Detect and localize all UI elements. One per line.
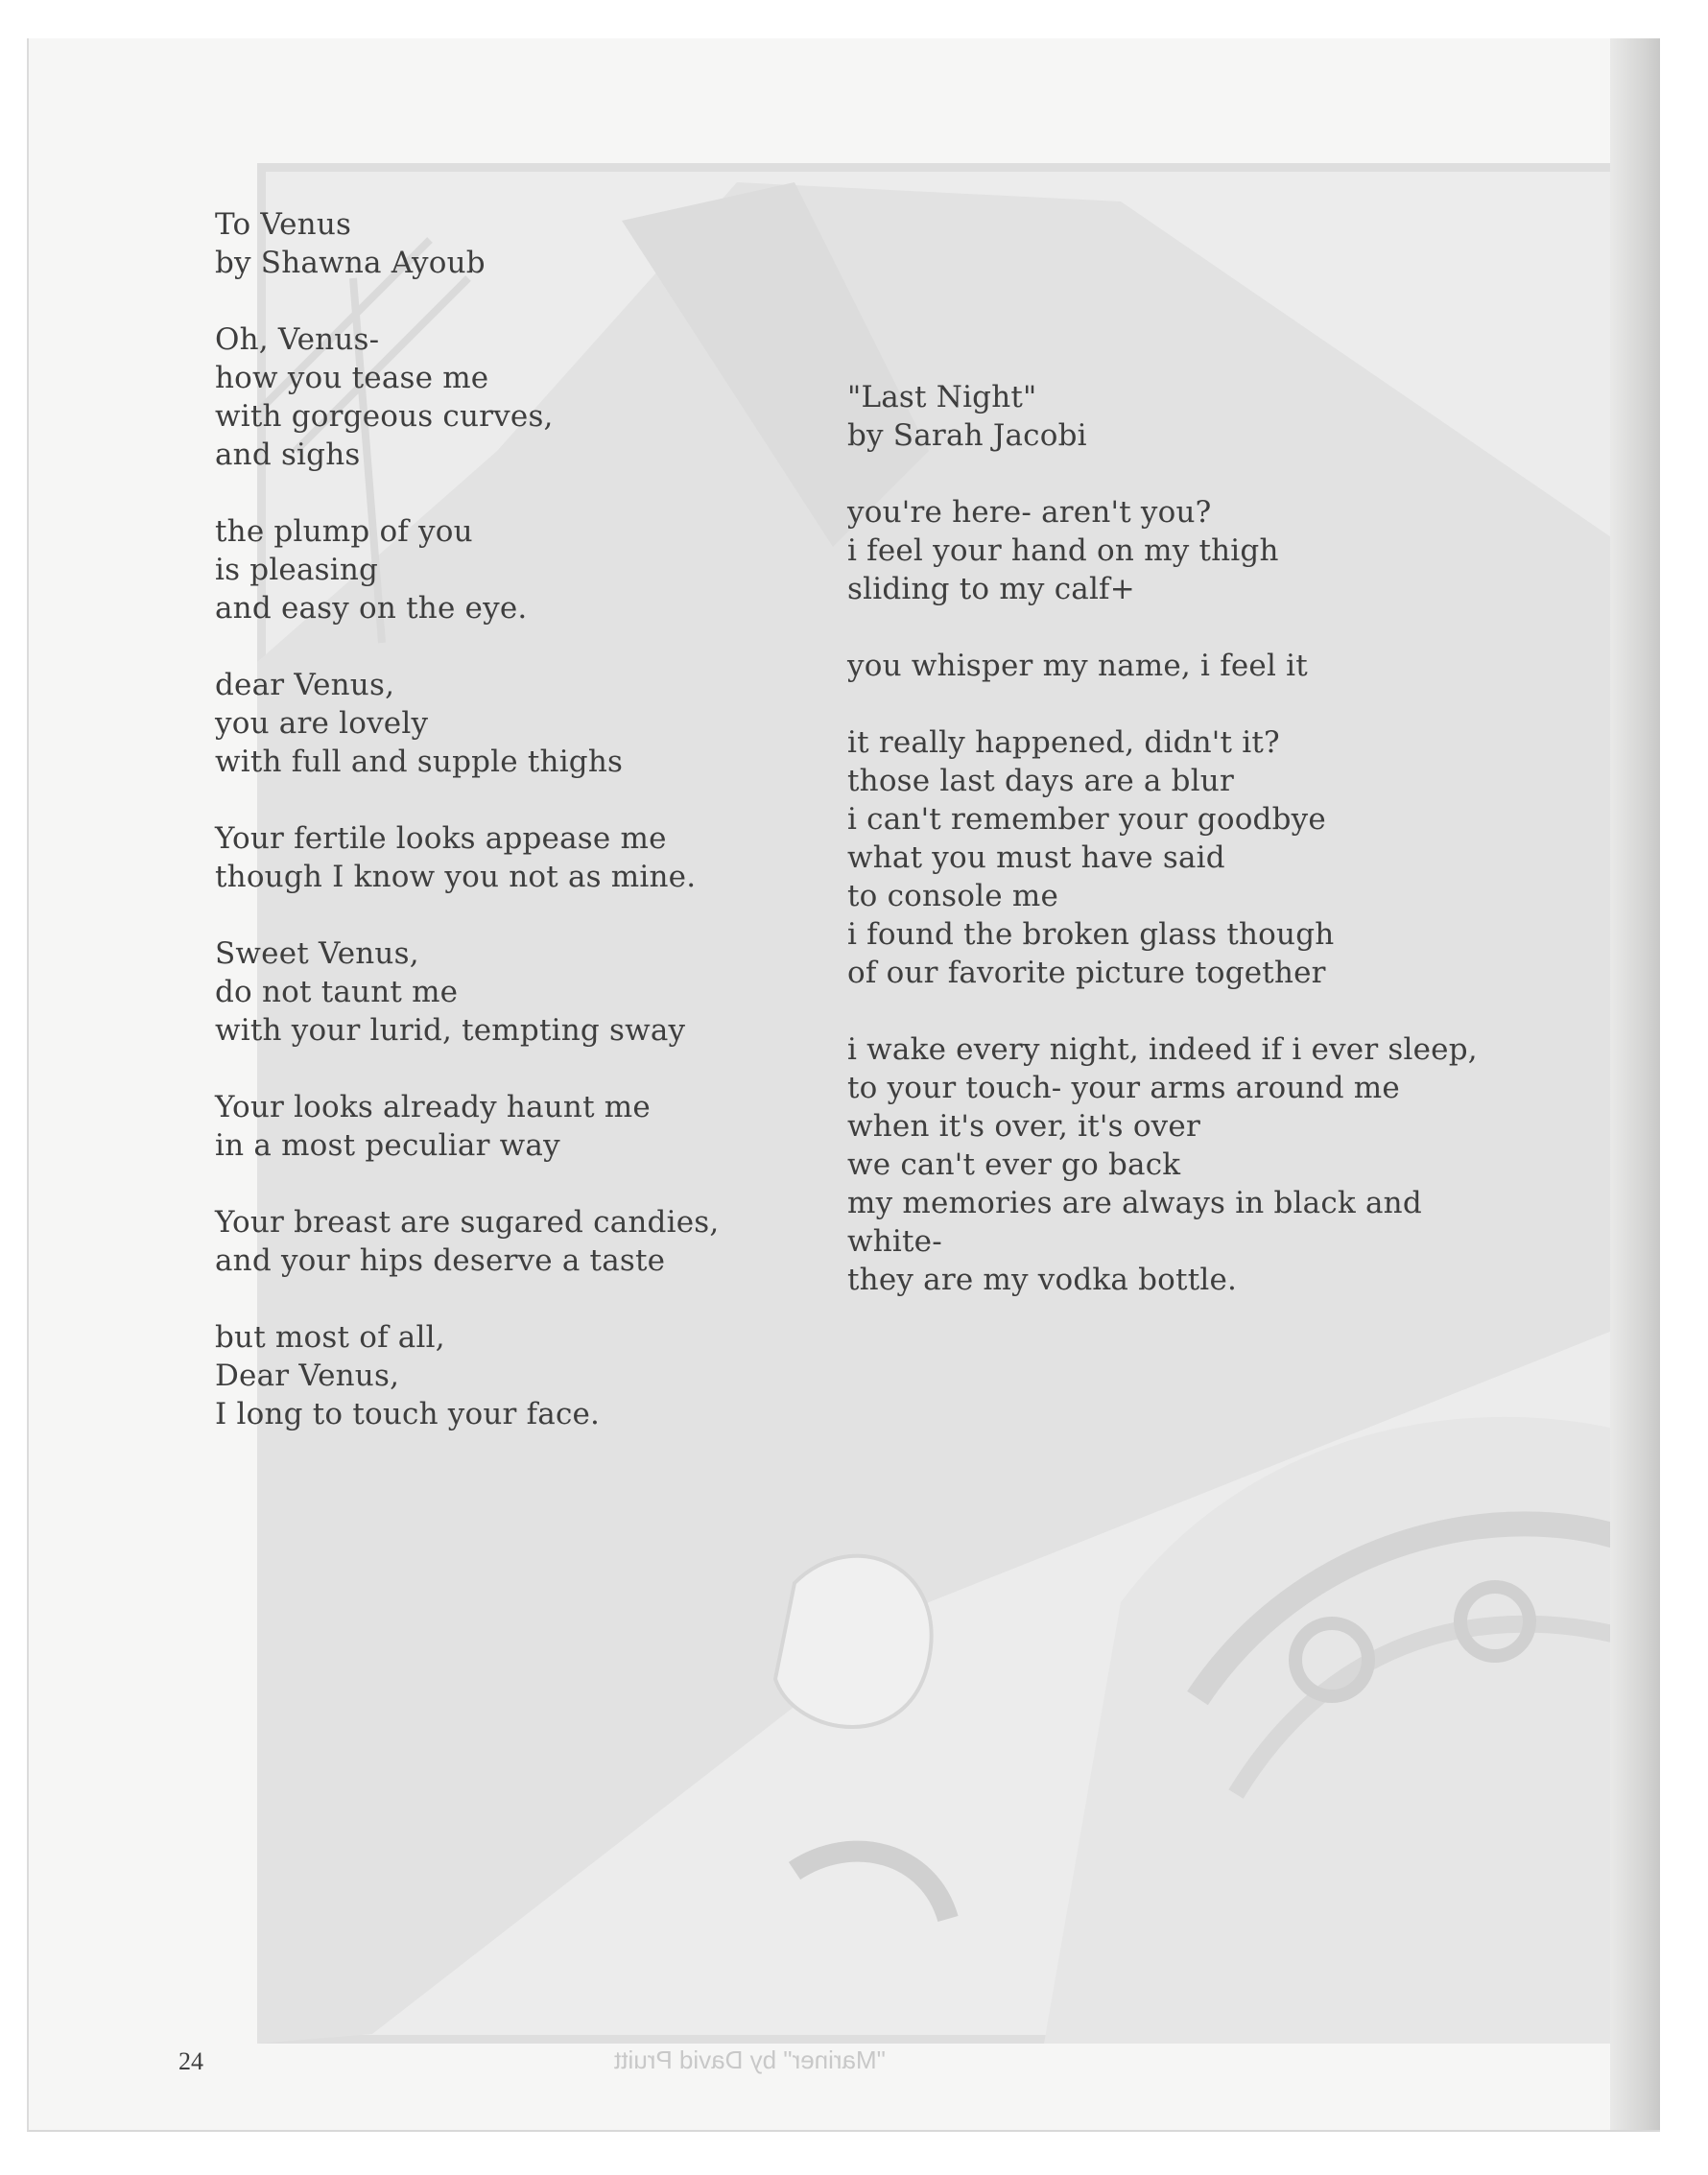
poem-line: what you must have said (847, 840, 1225, 875)
poem-line: and easy on the eye. (215, 591, 528, 626)
poem-line: those last days are a blur (847, 764, 1234, 798)
poem-line: i can't remember your goodbye (847, 802, 1326, 837)
poem-line: how you tease me (215, 361, 489, 395)
poem-line: when it's over, it's over (847, 1109, 1200, 1144)
poem-line: Your breast are sugared candies, (215, 1205, 720, 1240)
poem-line: Dear Venus, (215, 1359, 400, 1393)
poem-line: to console me (847, 879, 1058, 913)
page-number: 24 (178, 2047, 203, 2075)
poem-line: we can't ever go back (847, 1147, 1181, 1182)
poem-body (847, 493, 1478, 1299)
poem-to-venus (215, 205, 719, 1433)
poem-line: it really happened, didn't it? (847, 725, 1280, 760)
poem-line: do not taunt me (215, 975, 459, 1009)
poem-line: i found the broken glass though (847, 917, 1335, 952)
poem-last-night (847, 378, 1478, 1299)
poem-line: in a most peculiar way (215, 1128, 560, 1163)
page-gutter (1610, 38, 1660, 2130)
poem-line: you're here- aren't you? (847, 495, 1212, 530)
poem-line: Oh, Venus- (215, 322, 380, 357)
poem-line: white- (847, 1224, 942, 1259)
poem-line: though I know you not as mine. (215, 860, 697, 894)
poem-line: dear Venus, (215, 668, 395, 702)
poem-line: with gorgeous curves, (215, 399, 554, 434)
poem-line: of our favorite picture together (847, 956, 1326, 990)
poem-line: but most of all, (215, 1320, 445, 1355)
poem-line: i wake every night, indeed if i ever sleep, (847, 1032, 1478, 1067)
poem-title: "Last Night" (847, 380, 1037, 414)
poem-line: you are lovely (215, 706, 429, 741)
poem-title: To Venus (215, 207, 352, 242)
poem-line: my memories are always in black and (847, 1186, 1422, 1220)
poem-byline: by Sarah Jacobi (847, 418, 1087, 453)
poem-line: the plump of you (215, 514, 473, 549)
poem-line: Sweet Venus, (215, 936, 419, 971)
poem-line: i feel your hand on my thigh (847, 533, 1279, 568)
poem-line: with your lurid, tempting sway (215, 1013, 686, 1048)
poem-line: to your touch- your arms around me (847, 1071, 1400, 1105)
poem-line: sliding to my calf+ (847, 572, 1135, 606)
poem-line: is pleasing (215, 553, 379, 587)
poem-line: and sighs (215, 437, 361, 472)
watermark-caption: "Mariner" by David Pruitt (614, 2045, 886, 2074)
poem-line: I long to touch your face. (215, 1397, 601, 1431)
poem-line: they are my vodka bottle. (847, 1263, 1238, 1297)
poem-body (215, 320, 719, 1433)
poem-line: you whisper my name, i feel it (847, 649, 1308, 683)
poem-line: with full and supple thighs (215, 745, 624, 779)
poem-line: Your looks already haunt me (215, 1090, 651, 1124)
poem-byline: by Shawna Ayoub (215, 246, 486, 280)
poem-line: Your fertile looks appease me (215, 821, 667, 856)
poem-line: and your hips deserve a taste (215, 1243, 666, 1278)
